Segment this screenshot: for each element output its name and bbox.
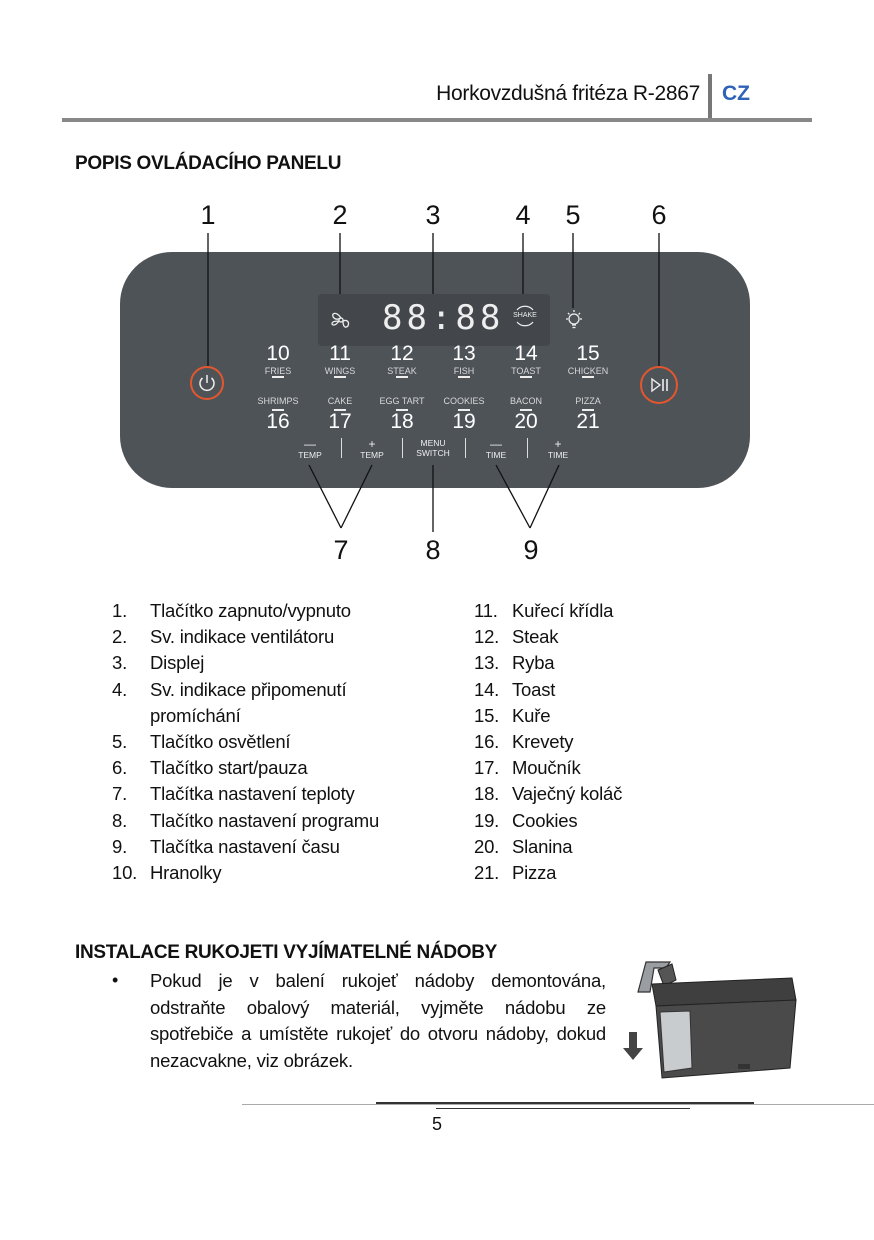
callout-5: 5 bbox=[565, 200, 581, 230]
list-text: Hranolky bbox=[150, 861, 222, 883]
program-label: FRIES bbox=[264, 366, 292, 376]
list-text: Kuře bbox=[512, 704, 551, 726]
control-sign: MENU bbox=[420, 438, 446, 448]
temp-minus-button[interactable] bbox=[290, 438, 330, 460]
list-text: Sv. indikace připomenutí bbox=[150, 678, 347, 700]
list-number: 7. bbox=[112, 783, 128, 805]
list-text: Displej bbox=[150, 652, 205, 674]
section-title-handle-installation: INSTALACE RUKOJETI VYJÍMATELNÉ NÁDOBY bbox=[75, 942, 498, 963]
list-item bbox=[474, 834, 774, 860]
list-item bbox=[474, 729, 774, 755]
list-text: Tlačítko osvětlení bbox=[150, 730, 291, 752]
list-item bbox=[112, 598, 452, 624]
list-item bbox=[474, 598, 774, 624]
section-title-control-panel: POPIS OVLÁDACÍHO PANELU bbox=[75, 153, 342, 174]
list-number: 12. bbox=[474, 626, 500, 648]
control-divider bbox=[402, 438, 403, 458]
list-item bbox=[112, 650, 452, 676]
program-button-steak[interactable] bbox=[372, 342, 432, 382]
list-text: Moučník bbox=[512, 757, 581, 779]
program-label: STEAK bbox=[387, 366, 417, 376]
list-number: 18. bbox=[474, 783, 500, 805]
list-item bbox=[474, 860, 774, 886]
list-item bbox=[474, 781, 774, 807]
display-digits: 88:88 bbox=[382, 298, 505, 338]
list-item bbox=[112, 860, 452, 886]
program-number: 16 bbox=[266, 410, 290, 433]
list-number: 5. bbox=[112, 730, 128, 752]
list-number: 2. bbox=[112, 626, 128, 648]
program-label: EGG TART bbox=[379, 396, 425, 406]
callout-3: 3 bbox=[425, 200, 441, 230]
control-divider bbox=[341, 438, 342, 458]
list-item bbox=[474, 755, 774, 781]
list-text: Tlačítko nastavení programu bbox=[150, 809, 380, 831]
control-sign: — bbox=[490, 437, 502, 451]
list-text: Tlačítka nastavení teploty bbox=[150, 783, 355, 805]
list-number: 1. bbox=[112, 600, 128, 621]
control-divider bbox=[527, 438, 528, 458]
list-text: Vaječný koláč bbox=[512, 783, 623, 805]
program-indicator bbox=[520, 376, 532, 378]
header-title: Horkovzdušná fritéza R-2867 bbox=[436, 82, 700, 105]
program-label: CAKE bbox=[327, 396, 353, 406]
list-item bbox=[474, 624, 774, 650]
program-number: 13 bbox=[452, 342, 476, 365]
program-number: 14 bbox=[514, 342, 538, 365]
page-number: 5 bbox=[431, 1114, 442, 1134]
program-button-fish[interactable] bbox=[434, 342, 494, 382]
list-number: 3. bbox=[112, 652, 128, 674]
list-item bbox=[112, 834, 452, 860]
list-number: 21. bbox=[474, 861, 500, 883]
footer-rule bbox=[242, 1104, 874, 1105]
list-item bbox=[474, 703, 774, 729]
list-text: Tlačítko zapnuto/vypnuto bbox=[150, 600, 351, 621]
control-sign: + bbox=[368, 437, 376, 451]
list-item bbox=[112, 677, 452, 703]
list-text: Pizza bbox=[512, 861, 557, 883]
list-text: promíchání bbox=[150, 704, 241, 726]
control-sign: — bbox=[304, 437, 316, 451]
control-label: TIME bbox=[547, 450, 569, 460]
list-number: 20. bbox=[474, 835, 500, 857]
menu-switch-button[interactable] bbox=[410, 438, 456, 458]
program-number: 15 bbox=[576, 342, 600, 365]
list-item bbox=[474, 677, 774, 703]
time-minus-button[interactable] bbox=[476, 438, 516, 460]
list-text: Steak bbox=[512, 626, 559, 648]
program-label: TOAST bbox=[511, 366, 541, 376]
list-number: 6. bbox=[112, 757, 128, 779]
program-label: WINGS bbox=[324, 366, 356, 376]
footer-rule-dark bbox=[376, 1102, 754, 1104]
play-pause-icon bbox=[642, 368, 676, 402]
list-number: 11. bbox=[474, 600, 498, 621]
list-item-continuation bbox=[112, 703, 452, 729]
program-button-shrimps[interactable] bbox=[248, 396, 308, 436]
program-number: 20 bbox=[514, 410, 538, 433]
callout-1: 1 bbox=[200, 200, 216, 230]
list-number: 14. bbox=[474, 678, 500, 700]
callout-7: 7 bbox=[333, 535, 349, 565]
time-plus-button[interactable] bbox=[538, 438, 578, 460]
list-item bbox=[112, 729, 452, 755]
control-label: TIME bbox=[485, 450, 507, 460]
start-pause-button[interactable] bbox=[640, 366, 678, 404]
program-label: COOKIES bbox=[443, 396, 485, 406]
program-number: 21 bbox=[576, 410, 600, 433]
program-button-pizza[interactable] bbox=[558, 396, 618, 436]
program-button-egg-tart[interactable] bbox=[372, 396, 432, 436]
program-label: PIZZA bbox=[575, 396, 601, 406]
control-label: TEMP bbox=[360, 450, 384, 460]
light-bulb-icon bbox=[562, 308, 586, 332]
power-icon bbox=[192, 368, 222, 398]
program-number: 17 bbox=[328, 410, 352, 433]
list-item bbox=[474, 808, 774, 834]
list-item bbox=[112, 781, 452, 807]
program-indicator bbox=[582, 376, 594, 378]
program-label: CHICKEN bbox=[567, 366, 609, 376]
list-text: Tlačítka nastavení času bbox=[150, 835, 340, 857]
callout-6: 6 bbox=[651, 200, 667, 230]
callout-9: 9 bbox=[523, 535, 539, 565]
program-indicator bbox=[272, 376, 284, 378]
control-divider bbox=[465, 438, 466, 458]
program-indicator bbox=[396, 376, 408, 378]
legend-list-left bbox=[112, 598, 452, 888]
language-badge: CZ bbox=[722, 82, 750, 105]
callout-8: 8 bbox=[425, 535, 441, 565]
program-label: FISH bbox=[453, 366, 475, 376]
footer-rule-short bbox=[436, 1108, 690, 1109]
handle-install-paragraph: Pokud je v balení rukojeť nádoby demontována, odstraňte obalový materiál, vyjměte nádobu ze spotřebiče a umístěte rukojeť do otvoru nádoby, dokud nezacvakne, viz obrázek. bbox=[150, 970, 606, 1071]
program-label: SHRIMPS bbox=[257, 396, 299, 406]
program-label: BACON bbox=[509, 396, 542, 406]
list-text: Cookies bbox=[512, 809, 578, 831]
control-label: TEMP bbox=[298, 450, 322, 460]
list-number: 16. bbox=[474, 730, 500, 752]
shake-label: SHAKE bbox=[513, 312, 537, 319]
callout-2: 2 bbox=[332, 200, 348, 230]
fan-icon bbox=[328, 306, 354, 334]
bullet-icon: • bbox=[112, 970, 119, 990]
program-number: 10 bbox=[266, 342, 290, 365]
list-number: 10. bbox=[112, 861, 138, 883]
program-number: 19 bbox=[452, 410, 476, 433]
program-button-chicken[interactable] bbox=[558, 342, 618, 382]
program-number: 11 bbox=[329, 342, 351, 365]
program-button-fries[interactable] bbox=[248, 342, 308, 382]
basket-handle-illustration bbox=[620, 956, 800, 1084]
program-button-cookies[interactable] bbox=[434, 396, 494, 436]
list-item bbox=[112, 755, 452, 781]
list-number: 19. bbox=[474, 809, 500, 831]
control-sign: + bbox=[554, 437, 562, 451]
list-text: Ryba bbox=[512, 652, 555, 674]
shake-indicator bbox=[511, 302, 539, 330]
list-text: Slanina bbox=[512, 835, 573, 857]
list-number: 17. bbox=[474, 757, 500, 779]
program-button-toast[interactable] bbox=[496, 342, 556, 382]
list-text: Kuřecí křídla bbox=[512, 600, 614, 621]
list-text: Sv. indikace ventilátoru bbox=[150, 626, 335, 648]
program-button-bacon[interactable] bbox=[496, 396, 556, 436]
callout-4: 4 bbox=[515, 200, 531, 230]
program-button-cake[interactable] bbox=[310, 396, 370, 436]
temp-plus-button[interactable] bbox=[352, 438, 392, 460]
program-number: 18 bbox=[390, 410, 414, 433]
list-number: 9. bbox=[112, 835, 128, 857]
legend-list-right bbox=[474, 598, 774, 888]
program-indicator bbox=[334, 376, 346, 378]
program-indicator bbox=[458, 376, 470, 378]
list-number: 13. bbox=[474, 652, 500, 674]
list-text: Krevety bbox=[512, 730, 574, 752]
power-button[interactable] bbox=[190, 366, 224, 400]
list-number: 15. bbox=[474, 704, 500, 726]
list-number: 8. bbox=[112, 809, 128, 831]
list-item bbox=[112, 624, 452, 650]
list-text: Toast bbox=[512, 678, 556, 700]
control-label: SWITCH bbox=[416, 448, 450, 458]
list-item bbox=[474, 650, 774, 676]
list-number: 4. bbox=[112, 678, 128, 700]
program-button-wings[interactable] bbox=[310, 342, 370, 382]
list-text: Tlačítko start/pauza bbox=[150, 757, 308, 779]
list-item bbox=[112, 808, 452, 834]
program-number: 12 bbox=[390, 342, 414, 365]
